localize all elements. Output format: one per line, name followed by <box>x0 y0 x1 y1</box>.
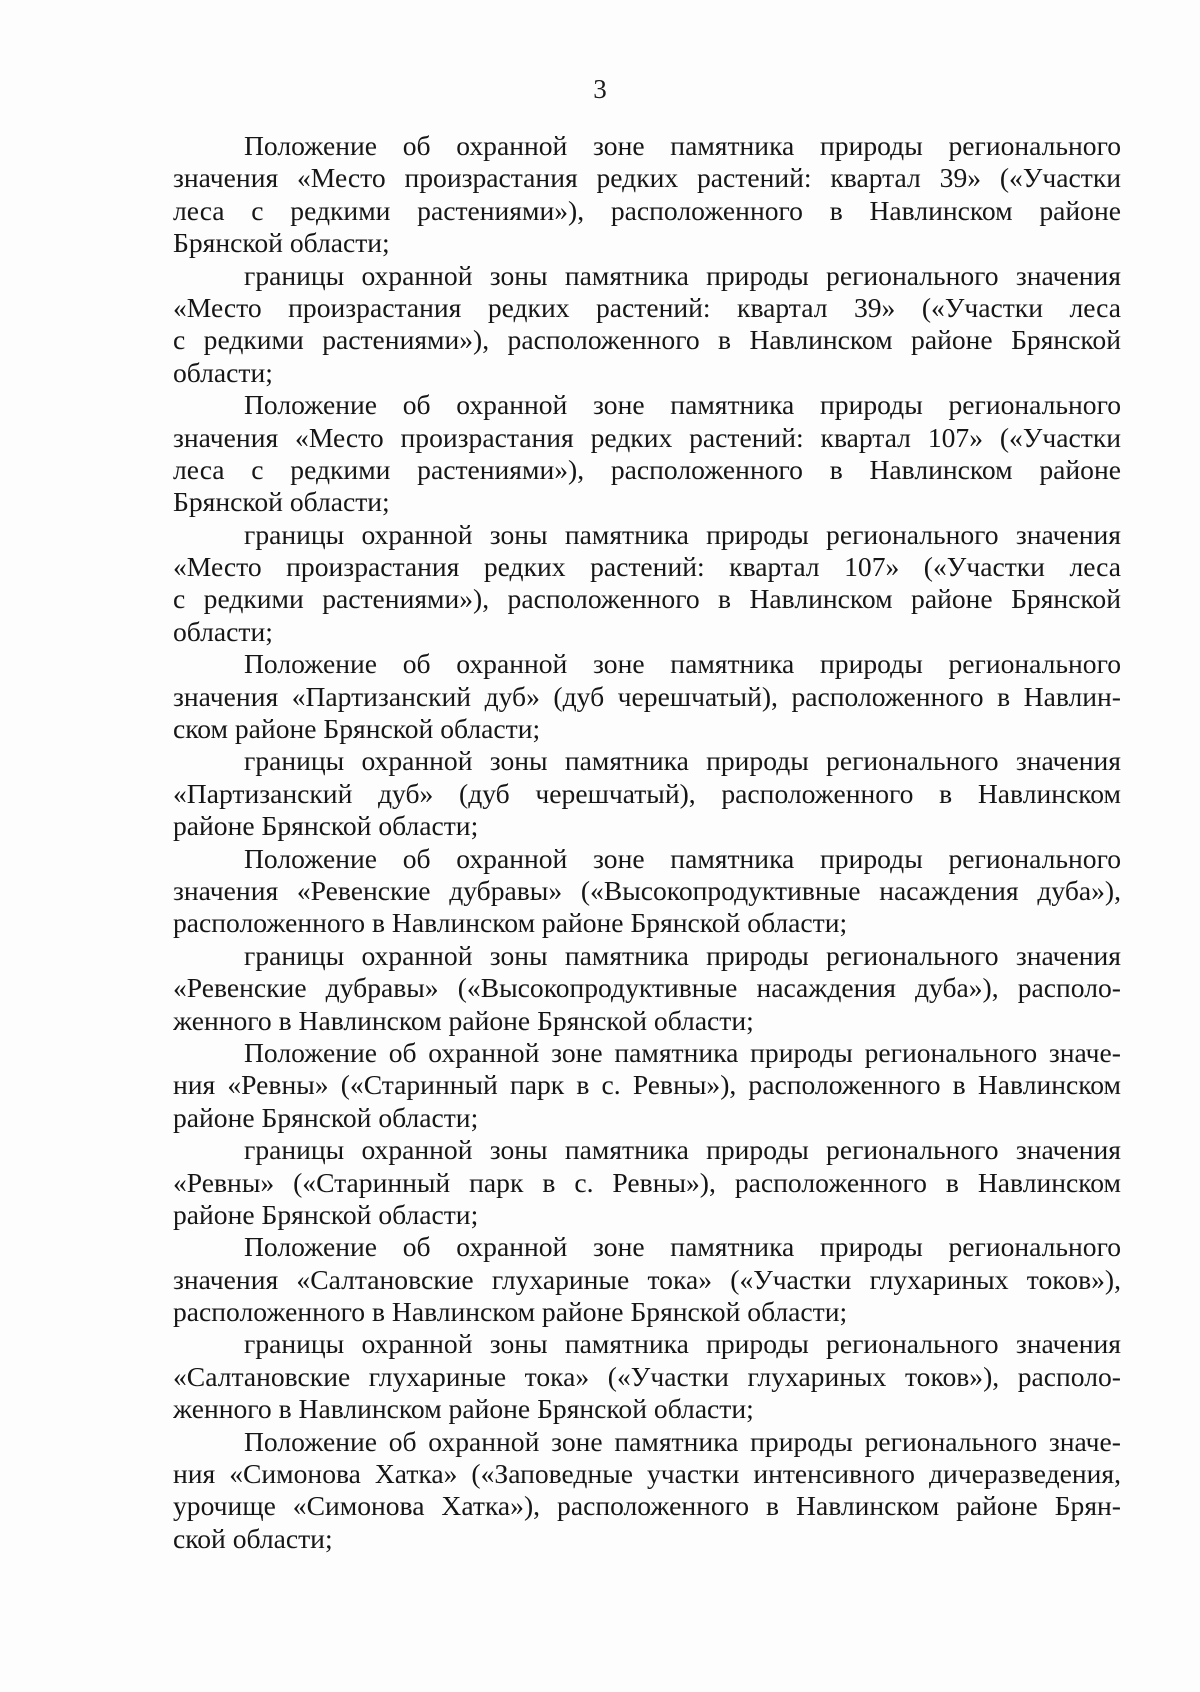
paragraph-line: границы охранной зоны памятника природы регионального значения <box>244 259 1121 291</box>
page-number: 3 <box>593 74 607 104</box>
paragraph <box>173 1134 1121 1231</box>
paragraph-line: районе Брянской области; <box>173 1101 479 1133</box>
paragraph-line: женного в Навлинском районе Брянской области; <box>173 1393 754 1425</box>
paragraph-line: ской области; <box>173 1522 333 1554</box>
paragraph-line: значения «Салтановские глухариные тока» («Участки глухариных токов»), <box>173 1263 1121 1295</box>
paragraph-line: леса с редкими растениями»), расположенного в Навлинском районе <box>173 453 1121 485</box>
paragraph <box>173 940 1121 1037</box>
paragraph-line: области; <box>173 615 273 647</box>
paragraph-line: расположенного в Навлинском районе Брянской области; <box>173 1296 848 1328</box>
paragraph-line: границы охранной зоны памятника природы регионального значения <box>244 939 1121 971</box>
document-body <box>173 130 1121 1555</box>
paragraph-line: с редкими растениями»), расположенного в Навлинском районе Брянской <box>173 583 1121 615</box>
paragraph <box>173 1328 1121 1425</box>
paragraph-line: значения «Партизанский дуб» (дуб черешчатый), расположенного в Навлин- <box>173 680 1121 712</box>
paragraph-line: Положение об охранной зоне памятника природы регионального значе- <box>244 1425 1121 1457</box>
paragraph-line: значения «Ревенские дубравы» («Высокопродуктивные насаждения дуба»), <box>173 874 1121 906</box>
paragraph <box>173 648 1121 745</box>
paragraph-line: Брянской области; <box>173 227 390 259</box>
paragraph <box>173 519 1121 649</box>
paragraph-line: Положение об охранной зоне памятника природы регионального <box>244 842 1121 874</box>
paragraph-line: Положение об охранной зоне памятника природы регионального <box>244 130 1121 161</box>
paragraph-line: женного в Навлинском районе Брянской области; <box>173 1004 754 1036</box>
paragraph-line: Положение об охранной зоне памятника природы регионального <box>244 1231 1121 1263</box>
paragraph-line: урочище «Симонова Хатка»), расположенного в Навлинском районе Брян- <box>173 1490 1121 1522</box>
paragraph-line: расположенного в Навлинском районе Брянской области; <box>173 907 848 939</box>
paragraph-line: границы охранной зоны памятника природы регионального значения <box>244 745 1121 777</box>
paragraph-line: районе Брянской области; <box>173 810 479 842</box>
paragraph <box>173 389 1121 519</box>
paragraph-line: Положение об охранной зоне памятника природы регионального <box>244 648 1121 680</box>
paragraph-line: «Партизанский дуб» (дуб черешчатый), расположенного в Навлинском <box>173 777 1121 809</box>
paragraph <box>173 130 1121 260</box>
paragraph-line: ния «Ревны» («Старинный парк в с. Ревны»), расположенного в Навлинском <box>173 1069 1121 1101</box>
paragraph-line: Брянской области; <box>173 486 390 518</box>
paragraph-line: «Ревенские дубравы» («Высокопродуктивные насаждения дуба»), располо- <box>173 972 1121 1004</box>
paragraph <box>173 260 1121 390</box>
paragraph-line: с редкими растениями»), расположенного в Навлинском районе Брянской <box>173 324 1121 356</box>
paragraph-line: границы охранной зоны памятника природы регионального значения <box>244 1328 1121 1360</box>
paragraph-line: Положение об охранной зоне памятника природы регионального <box>244 389 1121 421</box>
paragraph-line: «Ревны» («Старинный парк в с. Ревны»), расположенного в Навлинском <box>173 1166 1121 1198</box>
paragraph-line: ния «Симонова Хатка» («Заповедные участки интенсивного дичеразведения, <box>173 1458 1121 1490</box>
paragraph-line: Положение об охранной зоне памятника природы регионального значе- <box>244 1036 1121 1068</box>
paragraph-line: границы охранной зоны памятника природы регионального значения <box>244 1134 1121 1166</box>
paragraph <box>173 843 1121 940</box>
paragraph-line: значения «Место произрастания редких растений: квартал 107» («Участки <box>173 421 1121 453</box>
paragraph <box>173 745 1121 842</box>
paragraph-line: границы охранной зоны памятника природы регионального значения <box>244 518 1121 550</box>
paragraph-line: «Место произрастания редких растений: квартал 39» («Участки леса <box>173 291 1121 323</box>
paragraph-line: области; <box>173 356 273 388</box>
paragraph-line: «Салтановские глухариные тока» («Участки глухариных токов»), располо- <box>173 1360 1121 1392</box>
paragraph <box>173 1037 1121 1134</box>
paragraph-line: леса с редкими растениями»), расположенного в Навлинском районе <box>173 194 1121 226</box>
paragraph-line: районе Брянской области; <box>173 1198 479 1230</box>
paragraph-line: «Место произрастания редких растений: квартал 107» («Участки леса <box>173 551 1121 583</box>
paragraph <box>173 1426 1121 1556</box>
paragraph <box>173 1231 1121 1328</box>
paragraph-line: значения «Место произрастания редких растений: квартал 39» («Участки <box>173 162 1121 194</box>
paragraph-line: ском районе Брянской области; <box>173 713 541 745</box>
